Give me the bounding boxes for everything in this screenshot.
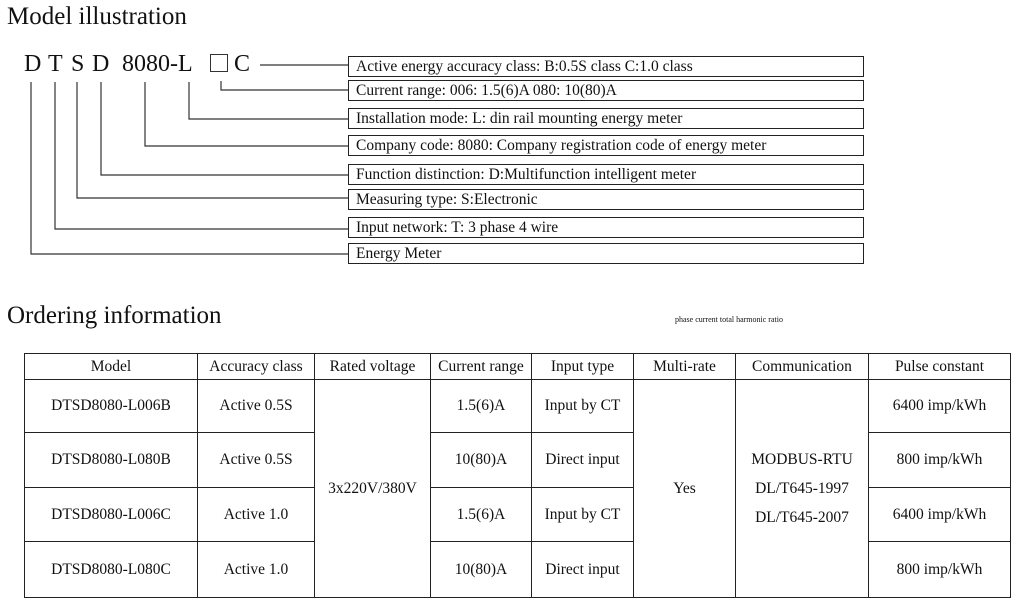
code-part: C [234, 51, 251, 77]
pulse-cell: 6400 imp/kWh [869, 380, 1011, 433]
input-cell: Direct input [532, 433, 634, 488]
code-part: D [24, 51, 42, 77]
description-box: Function distinction: D:Multifunction intelligent meter [348, 164, 864, 185]
pulse-cell: 6400 imp/kWh [869, 488, 1011, 542]
input-cell: Input by CT [532, 488, 634, 542]
description-box: Input network: T: 3 phase 4 wire [348, 217, 864, 238]
protocol: MODBUS-RTU [751, 451, 853, 468]
protocol: DL/T645-2007 [755, 509, 849, 526]
header-cell: Accuracy class [198, 354, 315, 380]
header-cell: Communication [736, 354, 869, 380]
code-part: D [92, 51, 110, 77]
header-cell: Input type [532, 354, 634, 380]
accuracy-cell: Active 0.5S [198, 433, 315, 488]
note-text: phase current total harmonic ratio [675, 315, 783, 324]
accuracy-cell: Active 1.0 [198, 488, 315, 542]
ordering-info-title: Ordering information [7, 302, 222, 329]
pulse-cell: 800 imp/kWh [869, 542, 1011, 598]
header-cell: Pulse constant [869, 354, 1011, 380]
ordering-table [24, 353, 1011, 598]
accuracy-cell: Active 1.0 [198, 542, 315, 598]
current-cell: 10(80)A [431, 433, 532, 488]
model-cell: DTSD8080-L006B [25, 380, 198, 433]
current-cell: 1.5(6)A [431, 380, 532, 433]
model-illustration-title: Model illustration [7, 3, 187, 30]
communication-cell [736, 380, 869, 598]
current-cell: 10(80)A [431, 542, 532, 598]
table-row [25, 380, 1011, 433]
input-cell: Input by CT [532, 380, 634, 433]
protocol: DL/T645-1997 [755, 480, 849, 497]
code-part: T [48, 51, 63, 77]
model-cell: DTSD8080-L080B [25, 433, 198, 488]
table-header-row [25, 354, 1011, 380]
description-box: Company code: 8080: Company registration code of energy meter [348, 135, 864, 156]
multi-rate-cell: Yes [634, 380, 736, 598]
current-cell: 1.5(6)A [431, 488, 532, 542]
accuracy-cell: Active 0.5S [198, 380, 315, 433]
pulse-cell: 800 imp/kWh [869, 433, 1011, 488]
input-cell: Direct input [532, 542, 634, 598]
description-box: Energy Meter [348, 243, 864, 264]
model-cell: DTSD8080-L006C [25, 488, 198, 542]
rated-voltage-cell: 3x220V/380V [315, 380, 431, 598]
code-part: S [71, 51, 85, 77]
description-box: Installation mode: L: din rail mounting energy meter [348, 108, 864, 129]
header-cell: Multi-rate [634, 354, 736, 380]
description-box: Active energy accuracy class: B:0.5S class C:1.0 class [348, 56, 864, 77]
description-box: Current range: 006: 1.5(6)A 080: 10(80)A [348, 80, 864, 101]
description-box: Measuring type: S:Electronic [348, 189, 864, 210]
header-cell: Current range [431, 354, 532, 380]
header-cell: Rated voltage [315, 354, 431, 380]
model-cell: DTSD8080-L080C [25, 542, 198, 598]
code-part: 8080-L [122, 51, 193, 77]
header-cell: Model [25, 354, 198, 380]
